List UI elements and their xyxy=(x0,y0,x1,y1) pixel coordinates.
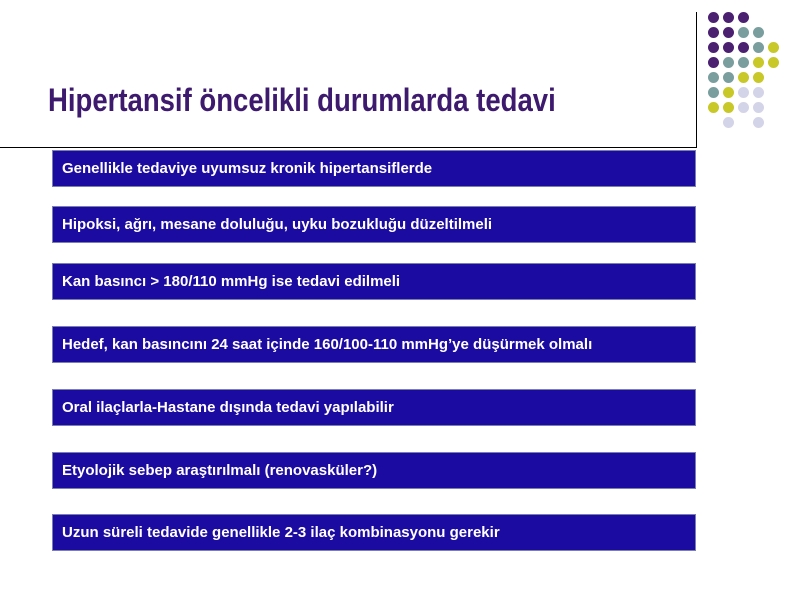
decorative-dot xyxy=(723,117,734,128)
bullet-bar-7: Uzun süreli tedavide genellikle 2-3 ilaç kombinasyonu gerekir xyxy=(52,514,696,551)
decorative-dot xyxy=(753,87,764,98)
horizontal-divider xyxy=(0,147,697,148)
decorative-dot xyxy=(768,42,779,53)
slide-title: Hipertansif öncelikli durumlarda tedavi xyxy=(48,82,556,118)
bullet-bar-4: Hedef, kan basıncını 24 saat içinde 160/100-110 mmHg’ye düşürmek olmalı xyxy=(52,326,696,363)
decorative-dot xyxy=(738,102,749,113)
decorative-dot xyxy=(708,27,719,38)
decorative-dot xyxy=(723,102,734,113)
decorative-dot xyxy=(753,117,764,128)
decorative-dot xyxy=(708,57,719,68)
decorative-dot xyxy=(753,27,764,38)
vertical-divider xyxy=(696,12,697,148)
decorative-dot xyxy=(723,42,734,53)
decorative-dot xyxy=(738,87,749,98)
bullet-bar-6: Etyolojik sebep araştırılmalı (renovasküler?) xyxy=(52,452,696,489)
decorative-dot xyxy=(723,27,734,38)
decorative-dot xyxy=(753,72,764,83)
decorative-dot xyxy=(768,57,779,68)
decorative-dot xyxy=(708,87,719,98)
decorative-dot xyxy=(723,72,734,83)
decorative-dot xyxy=(738,42,749,53)
decorative-dot xyxy=(753,102,764,113)
bullet-bar-5: Oral ilaçlarla-Hastane dışında tedavi yapılabilir xyxy=(52,389,696,426)
decorative-dot xyxy=(753,42,764,53)
decorative-dot xyxy=(738,57,749,68)
bullet-bar-2: Hipoksi, ağrı, mesane doluluğu, uyku bozukluğu düzeltilmeli xyxy=(52,206,696,243)
decorative-dot xyxy=(723,87,734,98)
decorative-dot xyxy=(753,57,764,68)
decorative-dot xyxy=(738,12,749,23)
decorative-dot xyxy=(708,12,719,23)
decorative-dot xyxy=(723,12,734,23)
decorative-dot-grid xyxy=(708,12,792,132)
decorative-dot xyxy=(708,102,719,113)
bullet-bar-3: Kan basıncı > 180/110 mmHg ise tedavi edilmeli xyxy=(52,263,696,300)
bullet-bar-1: Genellikle tedaviye uyumsuz kronik hipertansiflerde xyxy=(52,150,696,187)
decorative-dot xyxy=(708,42,719,53)
decorative-dot xyxy=(738,27,749,38)
decorative-dot xyxy=(708,72,719,83)
decorative-dot xyxy=(723,57,734,68)
decorative-dot xyxy=(738,72,749,83)
